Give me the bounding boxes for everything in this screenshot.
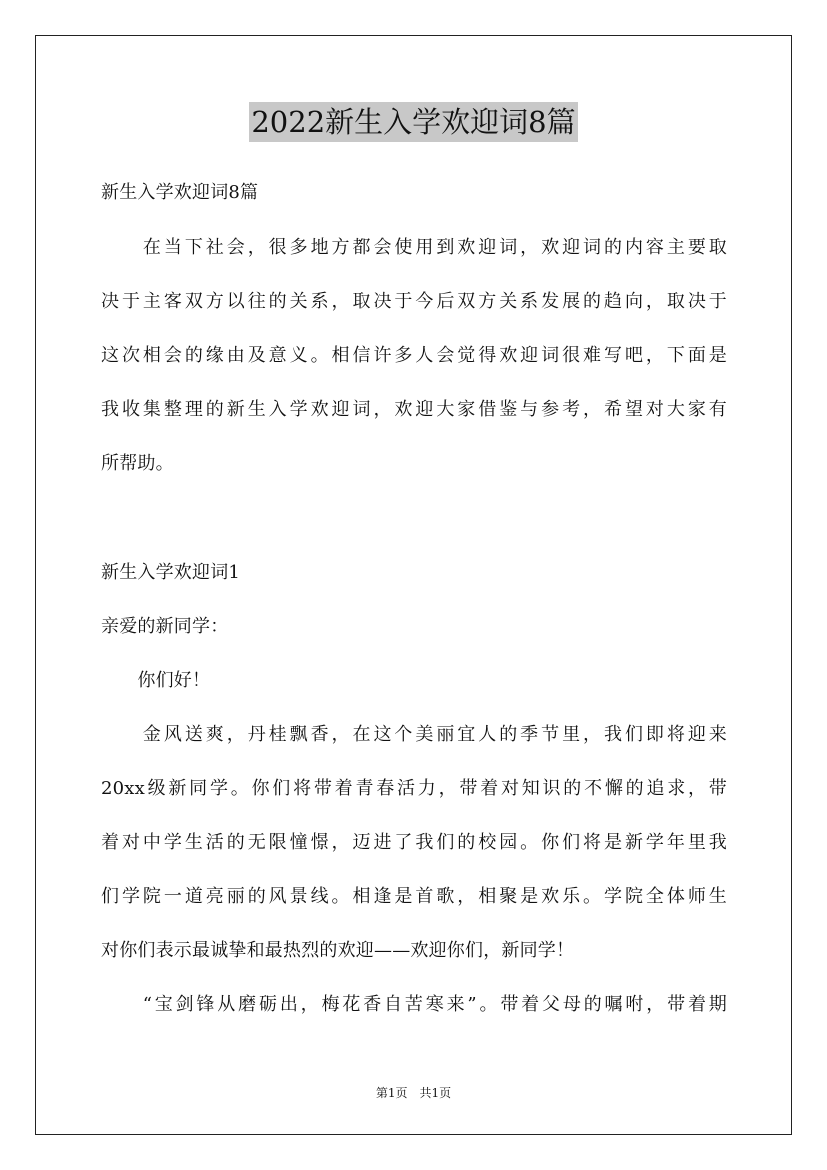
body-line-5: 对你们表示最诚挚和最热烈的欢迎——欢迎你们，新同学！	[101, 940, 575, 961]
body-line-1: 金风送爽，丹桂飘香，在这个美丽宜人的季节里，我们即将迎来	[101, 724, 727, 745]
body-line-4: 们学院一道亮丽的风景线。相逢是首歌，相聚是欢乐。学院全体师生	[101, 886, 727, 907]
body-line-3: 着对中学生活的无限憧憬，迈进了我们的校园。你们将是新学年里我	[101, 832, 727, 853]
intro-line-2: 决于主客双方以往的关系，取决于今后双方关系发展的趋向，取决于	[101, 291, 727, 312]
title-container	[0, 102, 827, 142]
intro-line-3: 这次相会的缘由及意义。相信许多人会觉得欢迎词很难写吧，下面是	[101, 345, 727, 366]
body-line-2: 20xx级新同学。你们将带着青春活力，带着对知识的不懈的追求，带	[101, 778, 727, 799]
document-subtitle: 新生入学欢迎词8篇	[101, 182, 259, 203]
intro-line-1: 在当下社会，很多地方都会使用到欢迎词，欢迎词的内容主要取	[101, 237, 727, 258]
section-heading: 新生入学欢迎词1	[101, 562, 241, 583]
intro-line-4: 我收集整理的新生入学欢迎词，欢迎大家借鉴与参考，希望对大家有	[101, 399, 727, 420]
intro-line-5: 所帮助。	[101, 453, 174, 474]
document-title: 2022新生入学欢迎词8篇	[249, 102, 577, 142]
page-number-footer: 第1页 共1页	[375, 1086, 452, 1100]
body-line-6: “宝剑锋从磨砺出，梅花香自苦寒来”。带着父母的嘱咐，带着期	[101, 994, 727, 1015]
salutation: 亲爱的新同学：	[101, 616, 229, 637]
greeting: 你们好！	[101, 670, 211, 691]
